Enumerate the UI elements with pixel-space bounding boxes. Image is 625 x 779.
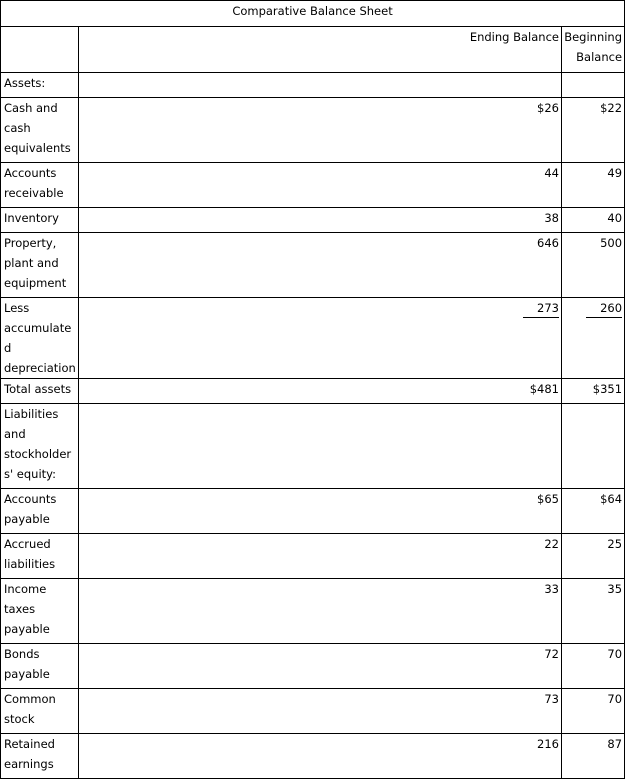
beginning-balance-cell: 49 bbox=[562, 163, 625, 208]
beginning-balance-cell: $22 bbox=[562, 98, 625, 163]
table-row bbox=[1, 233, 625, 298]
beginning-balance-cell: 40 bbox=[562, 208, 625, 233]
beginning-balance-cell: $351 bbox=[562, 379, 625, 404]
header-row bbox=[1, 27, 625, 73]
ending-balance-cell bbox=[79, 404, 562, 489]
ending-balance-cell: 216 bbox=[79, 734, 562, 779]
ending-balance-cell: 44 bbox=[79, 163, 562, 208]
row-label: Accounts receivable bbox=[1, 163, 79, 208]
table-row bbox=[1, 579, 625, 644]
header-ending-balance: Ending Balance bbox=[79, 27, 562, 73]
row-label: Common stock bbox=[1, 689, 79, 734]
beginning-balance-cell bbox=[562, 73, 625, 98]
table-row bbox=[1, 73, 625, 98]
ending-balance-cell: 646 bbox=[79, 233, 562, 298]
table-row bbox=[1, 98, 625, 163]
header-label-cell bbox=[1, 27, 79, 73]
header-beginning-balance: Beginning Balance bbox=[562, 27, 625, 73]
table-row bbox=[1, 208, 625, 233]
row-label: Income taxes payable bbox=[1, 579, 79, 644]
row-label: Cash and cash equivalents bbox=[1, 98, 79, 163]
row-label: Liabilities and stockholders' equity: bbox=[1, 404, 79, 489]
ending-balance-cell bbox=[79, 298, 562, 379]
table-row bbox=[1, 734, 625, 779]
ending-balance-cell: 22 bbox=[79, 534, 562, 579]
beginning-balance-cell: 500 bbox=[562, 233, 625, 298]
beginning-balance-cell: 25 bbox=[562, 534, 625, 579]
table-row bbox=[1, 644, 625, 689]
row-label: Total assets bbox=[1, 379, 79, 404]
beginning-balance-cell: 35 bbox=[562, 579, 625, 644]
ending-balance-cell: $26 bbox=[79, 98, 562, 163]
table-row bbox=[1, 689, 625, 734]
table-row bbox=[1, 404, 625, 489]
row-label: Accounts payable bbox=[1, 489, 79, 534]
beginning-balance-cell bbox=[562, 298, 625, 379]
table-row bbox=[1, 534, 625, 579]
beginning-balance-cell: $64 bbox=[562, 489, 625, 534]
ending-balance-cell: 73 bbox=[79, 689, 562, 734]
table-row bbox=[1, 298, 625, 379]
table-row bbox=[1, 163, 625, 208]
beginning-balance-value: 260 bbox=[586, 299, 622, 318]
ending-balance-cell: 33 bbox=[79, 579, 562, 644]
row-label: Assets: bbox=[1, 73, 79, 98]
row-label: Accrued liabilities bbox=[1, 534, 79, 579]
beginning-balance-cell: 70 bbox=[562, 644, 625, 689]
row-label: Bonds payable bbox=[1, 644, 79, 689]
row-label: Inventory bbox=[1, 208, 79, 233]
ending-balance-cell bbox=[79, 73, 562, 98]
ending-balance-value: 273 bbox=[523, 299, 559, 318]
row-label: Less accumulated depreciation bbox=[1, 298, 79, 379]
ending-balance-cell: $481 bbox=[79, 379, 562, 404]
ending-balance-cell: 38 bbox=[79, 208, 562, 233]
table-row bbox=[1, 379, 625, 404]
ending-balance-cell: 72 bbox=[79, 644, 562, 689]
row-label: Retained earnings bbox=[1, 734, 79, 779]
beginning-balance-cell: 87 bbox=[562, 734, 625, 779]
beginning-balance-cell bbox=[562, 404, 625, 489]
row-label: Property, plant and equipment bbox=[1, 233, 79, 298]
beginning-balance-cell: 70 bbox=[562, 689, 625, 734]
title-row bbox=[1, 1, 625, 27]
table-row bbox=[1, 489, 625, 534]
ending-balance-cell: $65 bbox=[79, 489, 562, 534]
sheet-title: Comparative Balance Sheet bbox=[1, 1, 625, 27]
